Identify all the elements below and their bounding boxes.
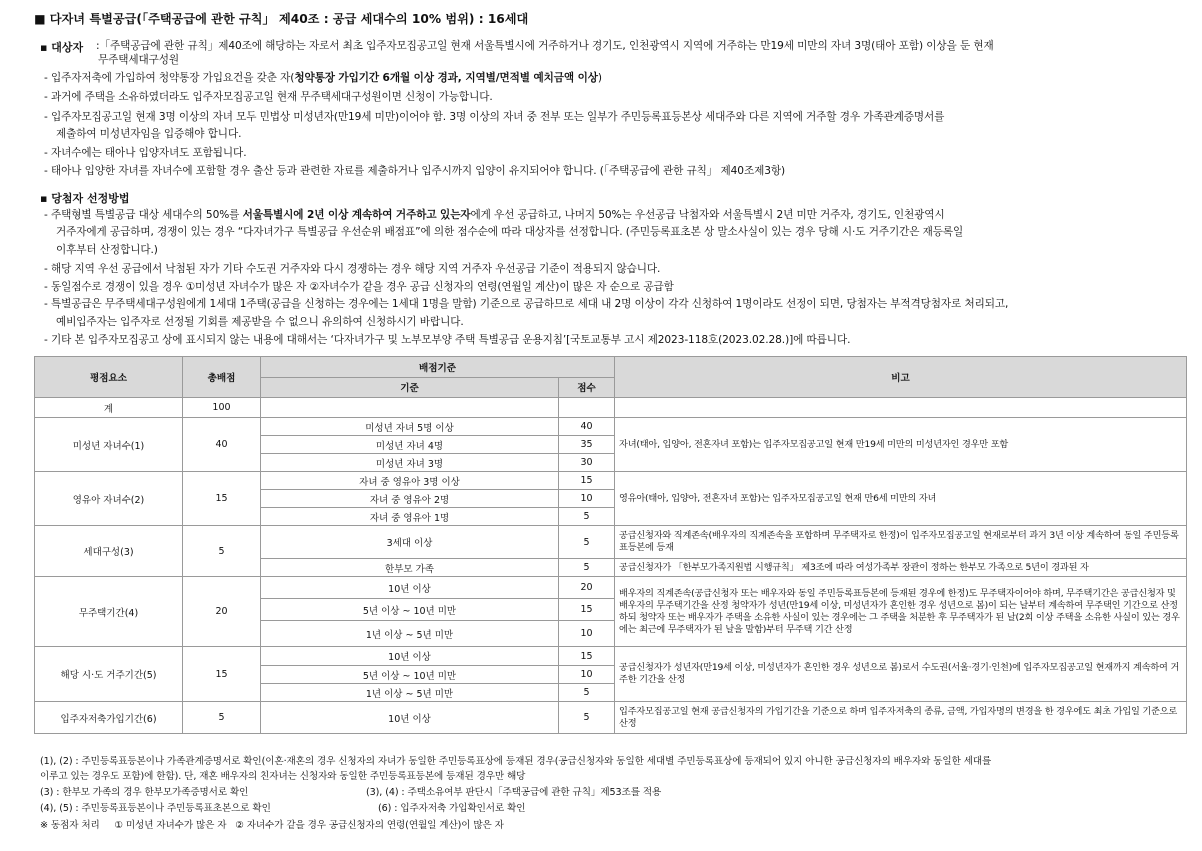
infant-basis: 자녀 중 영유아 1명 — [261, 508, 559, 526]
residence-remark: 공급신청자가 성년자(만19세 이상, 미성년자가 혼인한 경우 성년으로 봄)로서 수도권(서울·경기·인천)에 입주자모집공고일 현재까지 계속하여 거주한 기간을 산정 — [615, 647, 1187, 702]
infant-basis: 자녀 중 영유아 3명 이상 — [261, 472, 559, 490]
table-row — [35, 577, 1187, 599]
selection-bullet-1-cont: 거주자에게 공급하며, 경쟁이 있는 경우 “다자녀가구 특별공급 우선순위 배점표”에 의한 점수순에 따라 대상자를 선정합니다. (주민등록표초본 상 말소사실이 있는 경우 당해 시·도 거주기간은 재등록일 — [56, 226, 964, 238]
homeless-total: 20 — [183, 577, 261, 647]
eligibility-bullet-3: - 입주자모집공고일 현재 3명 이상의 자녀 모두 민법상 미성년자(만19세 미만)이어야 함. 3명 이상의 자녀 중 전부 또는 일부가 주민등록표등본상 세대주와 다른 지역에 거주할 경우 가족관계증명서를 — [44, 111, 945, 123]
residence-points: 10 — [559, 666, 615, 684]
footnote-5: (6) : 입주자저축 가입확인서로 확인 — [378, 803, 526, 814]
eligibility-text-cont: 무주택세대구성원 — [98, 54, 180, 66]
homeless-points: 15 — [559, 599, 615, 621]
eligibility-text: :「주택공급에 관한 규칙」제40조에 해당하는 자로서 최초 입주자모집공고일 현재 서울특별시에 거주하거나 경기도, 인천광역시 지역에 거주하는 만19세 미만의 자녀 3명(태아 포함) 이상을 둔 현재 — [96, 40, 994, 52]
header-total: 총배점 — [183, 357, 261, 398]
header-criteria: 배점기준 — [261, 357, 615, 378]
residence-points: 15 — [559, 647, 615, 666]
table-row — [35, 526, 1187, 559]
savings-basis: 10년 이상 — [261, 702, 559, 734]
infant-total: 15 — [183, 472, 261, 526]
minor-points: 30 — [559, 454, 615, 472]
selection-heading: ▪ 당첨자 선정방법 — [40, 192, 130, 205]
eligibility-bullet-2: - 과거에 주택을 소유하였더라도 입주자모집공고일 현재 무주택세대구성원이면 신청이 가능합니다. — [44, 91, 493, 103]
household-points: 5 — [559, 559, 615, 577]
homeless-remark: 배우자의 직계존속(공급신청자 또는 배우자와 동일 주민등록표등본에 등재된 경우에 한정)도 무주택자이어야 하며, 무주택기간은 공급신청자 및 배우자의 무주택기간을 산정 청약자가 성년(만19세 이상, 미성년자가 혼인한 경우 성년으로 봄)이 되는 날부터 계속하여 무주택인 기간으로 산정하되 청약자 또는 배우자가 주택을 소유한 사실이 있는 경우에는 그 주택을 처분한 후 무주택자가 된 날(2회 이상 주택을 소유한 사실이 있는 경우에는 최근에 무주택자가 된 날을 말함)부터 무주택 기간 산정 — [615, 577, 1187, 647]
table-row — [35, 472, 1187, 490]
residence-label: 해당 시·도 거주기간(5) — [35, 647, 183, 702]
page-title: ■ 다자녀 특별공급(「주택공급에 관한 규칙」 제40조 : 공급 세대수의 10% 범위) : 16세대 — [34, 12, 529, 26]
household-remark-1: 공급신청자와 직계존속(배우자의 직계존속을 포함하며 무주택자로 한정)이 입주자모집공고일 현재로부터 과거 3년 이상 계속하여 동일 주민등록표등본에 등재 — [615, 526, 1187, 559]
eligibility-heading: ▪ 대상자 — [40, 41, 84, 54]
footnote-4: (4), (5) : 주민등록표등본이나 주민등록표초본으로 확인 — [40, 803, 271, 814]
selection-bullet-1: - 주택형별 특별공급 대상 세대수의 50%를 서울특별시에 2년 이상 계속하여 거주하고 있는자에게 우선 공급하고, 나머지 50%는 우선공급 낙첨자와 서울특별시 2년 미만 거주자, 경기도, 인천광역시 — [44, 209, 945, 221]
infant-points: 5 — [559, 508, 615, 526]
household-points: 5 — [559, 526, 615, 559]
footnote-1: (1), (2) : 주민등록표등본이나 가족관계증명서로 확인(이혼·재혼의 경우 신청자의 자녀가 동일한 주민등록표상에 등재된 경우(공급신청자와 동일한 세대별 주민등록표상에 등재되어 있지 아니한 공급신청자의 배우자와 동일한 세대를 — [40, 756, 992, 767]
header-basis: 기준 — [261, 377, 559, 398]
minor-points: 40 — [559, 418, 615, 436]
residence-basis: 10년 이상 — [261, 647, 559, 666]
household-basis: 한부모 가족 — [261, 559, 559, 577]
infant-points: 10 — [559, 490, 615, 508]
table-row — [35, 702, 1187, 734]
infant-remark: 영유아(태아, 입양아, 전혼자녀 포함)는 입주자모집공고일 현재 만6세 미만의 자녀 — [615, 472, 1187, 526]
homeless-basis: 5년 이상 ~ 10년 미만 — [261, 599, 559, 621]
table-row — [35, 418, 1187, 436]
homeless-basis: 1년 이상 ~ 5년 미만 — [261, 621, 559, 647]
infant-label: 영유아 자녀수(2) — [35, 472, 183, 526]
household-label: 세대구성(3) — [35, 526, 183, 577]
footnote-3: (3), (4) : 주택소유여부 판단시「주택공급에 관한 규칙」제53조를 적용 — [366, 787, 662, 798]
minor-basis: 미성년 자녀 3명 — [261, 454, 559, 472]
residence-basis: 1년 이상 ~ 5년 미만 — [261, 684, 559, 702]
selection-bullet-4-cont: 예비입주자는 입주자로 선정될 기회를 제공받을 수 없으니 유의하여 신청하시기 바랍니다. — [56, 316, 464, 328]
eligibility-bullet-4: - 자녀수에는 태아나 입양자녀도 포함됩니다. — [44, 147, 247, 159]
household-total: 5 — [183, 526, 261, 577]
sum-total: 100 — [183, 398, 261, 418]
savings-remark: 입주자모집공고일 현재 공급신청자의 가입기간을 기준으로 하며 입주자저축의 종류, 금액, 가입자명의 변경을 한 경우에도 최초 가입일 기준으로 산정 — [615, 702, 1187, 734]
residence-basis: 5년 이상 ~ 10년 미만 — [261, 666, 559, 684]
residence-total: 15 — [183, 647, 261, 702]
priority-score-table — [34, 356, 1187, 734]
sum-label: 계 — [35, 398, 183, 418]
header-element: 평점요소 — [35, 357, 183, 398]
table-row-sum — [35, 398, 1187, 418]
eligibility-bullet-5: - 태아나 입양한 자녀를 자녀수에 포함할 경우 출산 등과 관련한 자료를 제출하거나 입주시까지 입양이 유지되어야 합니다. (「주택공급에 관한 규칙」 제40조제3항) — [44, 165, 786, 177]
homeless-label: 무주택기간(4) — [35, 577, 183, 647]
selection-bullet-4: - 특별공급은 무주택세대구성원에게 1세대 1주택(공급을 신청하는 경우에는 1세대 1명을 말함) 기준으로 공급하므로 세대 내 2명 이상이 각각 신청하여 1명이라도 선정이 되면, 당첨자는 부적격당첨자로 처리되고, — [44, 298, 1009, 310]
infant-points: 15 — [559, 472, 615, 490]
table-row — [35, 647, 1187, 666]
eligibility-bullet-1: - 입주자저축에 가입하여 청약통장 가입요건을 갖춘 자(청약통장 가입기간 6개월 이상 경과, 지역별/면적별 예치금액 이상) — [44, 72, 602, 84]
household-basis: 3세대 이상 — [261, 526, 559, 559]
selection-bullet-1-cont2: 이후부터 산정합니다.) — [56, 244, 158, 256]
savings-total: 5 — [183, 702, 261, 734]
residence-points: 5 — [559, 684, 615, 702]
household-remark-2: 공급신청자가 「한부모가족지원법 시행규칙」 제3조에 따라 여성가족부 장관이 정하는 한부모 가족으로 5년이 경과된 자 — [615, 559, 1187, 577]
header-points: 점수 — [559, 377, 615, 398]
savings-points: 5 — [559, 702, 615, 734]
eligibility-bullet-3-cont: 제출하여 미성년자임을 입증해야 합니다. — [56, 128, 242, 140]
header-remarks: 비고 — [615, 357, 1187, 398]
minor-remark: 자녀(태아, 입양아, 전혼자녀 포함)는 입주자모집공고일 현재 만19세 미만의 미성년자인 경우만 포함 — [615, 418, 1187, 472]
infant-basis: 자녀 중 영유아 2명 — [261, 490, 559, 508]
tiebreak-note: ※ 동점자 처리 ① 미성년 자녀수가 많은 자 ② 자녀수가 같을 경우 공급신청자의 연령(연월일 계산)이 많은 자 — [40, 820, 504, 831]
minor-points: 35 — [559, 436, 615, 454]
minor-label: 미성년 자녀수(1) — [35, 418, 183, 472]
minor-basis: 미성년 자녀 5명 이상 — [261, 418, 559, 436]
footnote-1-cont: 이루고 있는 경우도 포함)에 한함). 단, 재혼 배우자의 친자녀는 신청자와 동일한 주민등록표등본에 등재된 경우만 해당 — [40, 771, 526, 782]
selection-bullet-2: - 해당 지역 우선 공급에서 낙첨된 자가 기타 수도권 거주자와 다시 경쟁하는 경우 해당 지역 거주자 우선공급 기준이 적용되지 않습니다. — [44, 263, 661, 275]
homeless-points: 20 — [559, 577, 615, 599]
minor-total: 40 — [183, 418, 261, 472]
homeless-basis: 10년 이상 — [261, 577, 559, 599]
savings-label: 입주자저축가입기간(6) — [35, 702, 183, 734]
table-header-row — [35, 357, 1187, 378]
footnote-2: (3) : 한부모 가족의 경우 한부모가족증명서로 확인 — [40, 787, 249, 798]
minor-basis: 미성년 자녀 4명 — [261, 436, 559, 454]
selection-bullet-5: - 기타 본 입주자모집공고 상에 표시되지 않는 내용에 대해서는 ‘다자녀가구 및 노부모부양 주택 특별공급 운용지침’[국토교통부 고시 제2023-118호(2023.02.28.)]에 따릅니다. — [44, 334, 851, 346]
selection-bullet-3: - 동일점수로 경쟁이 있을 경우 ①미성년 자녀수가 많은 자 ②자녀수가 같을 경우 공급 신청자의 연령(연월일 계산)이 많은 자 순으로 공급함 — [44, 281, 674, 293]
homeless-points: 10 — [559, 621, 615, 647]
